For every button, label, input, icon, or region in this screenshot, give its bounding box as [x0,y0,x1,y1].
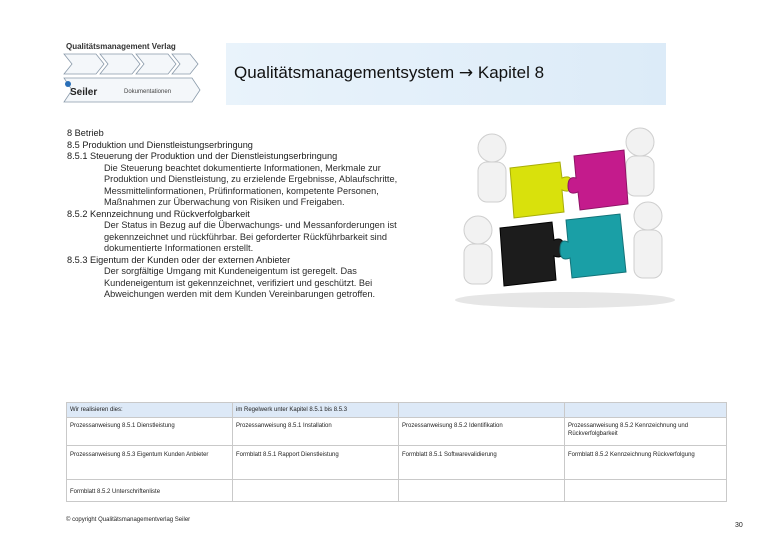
table-cell: Wir realisieren dies: [67,403,233,418]
table-cell: im Regelwerk unter Kapitel 8.5.1 bis 8.5.3 [233,403,399,418]
arrow-right-icon: → [458,63,474,83]
table-cell: Prozessanweisung 8.5.2 Identifikation [399,418,565,446]
section-heading: 8.5 Produktion und Dienstleistungserbringung [67,139,253,150]
chapter-content [67,128,447,301]
section-body [67,220,447,255]
table-cell: Formblatt 8.5.1 Softwarevalidierung [399,446,565,480]
page-number: 30 [735,522,743,529]
body-line: Die Steuerung beachtet dokumentierte Informationen, Merkmale zur [104,162,381,173]
table-row [67,446,727,480]
section-body [67,266,447,301]
chapter-header [226,43,666,105]
table-cell: Formblatt 8.5.1 Rapport Dienstleistung [233,446,399,480]
table-cell: Prozessanweisung 8.5.1 Installation [233,418,399,446]
section-heading: 8 Betrieb [67,128,104,138]
section-body [67,163,447,209]
section-heading: 8.5.1 Steuerung der Produktion und der Dienstleistungserbringung [67,151,338,161]
implementation-table [66,402,727,502]
table-cell: Prozessanweisung 8.5.3 Eigentum Kunden Anbieter [67,446,233,480]
copyright-notice: © copyright Qualitätsmanagementverlag Seiler [66,517,191,523]
logo-title: Qualitätsmanagement Verlag [66,42,176,51]
logo-subtitle: Dokumentationen [124,89,172,95]
header-chapter-label: Kapitel 8 [477,63,545,82]
body-line: gekennzeichnet und rückführbar. Bei geforderter Rückführbarkeit sind [104,231,387,242]
header-system-label: Qualitätsmanagementsystem [234,63,455,82]
header-title [234,63,544,83]
table-cell: Formblatt 8.5.2 Kennzeichnung Rückverfolgung [565,446,727,480]
body-line: dokumentierte Informationen erstellt. [104,243,254,253]
table-row [67,480,727,502]
table-cell [565,480,727,502]
body-line: Der Status in Bezug auf die Überwachungs- und Messanforderungen ist [104,220,397,230]
logo-name: Seiler [70,87,98,98]
table-cell: Formblatt 8.5.2 Unterschriftenliste [67,480,233,502]
body-line: Der sorgfältige Umgang mit Kundeneigentum ist geregelt. Das [104,266,357,276]
section-heading: 8.5.2 Kennzeichnung und Rückverfolgbarkeit [67,208,250,219]
table-cell: Prozessanweisung 8.5.2 Kennzeichnung und Rückverfolgbarkeit [565,418,727,446]
body-line: Abweichungen werden mit dem Kunden Vereinbarungen getroffen. [104,289,376,299]
table-header-row [67,403,727,418]
table-cell [399,480,565,502]
body-line: Maßnahmen zur Überwachung von Risiken und Freigaben. [104,197,345,207]
table-cell [565,403,727,418]
body-line: Messmittelinformationen, Prüfinformationen, kompetente Personen, [104,185,379,196]
table-row [67,418,727,446]
body-line: Kundeneigentum ist gekennzeichnet, verifiziert und geschützt. Bei [104,277,373,288]
table-cell [399,403,565,418]
table-cell: Prozessanweisung 8.5.1 Dienstleistung [67,418,233,446]
company-logo [62,40,212,108]
table-cell [233,480,399,502]
body-line: Produktion und Dienstleistung, zu erzielende Ergebnisse, Ablaufschritte, [104,174,398,184]
puzzle-team-illustration [440,120,690,310]
section-heading: 8.5.3 Eigentum der Kunden oder der externen Anbieter [67,254,291,265]
